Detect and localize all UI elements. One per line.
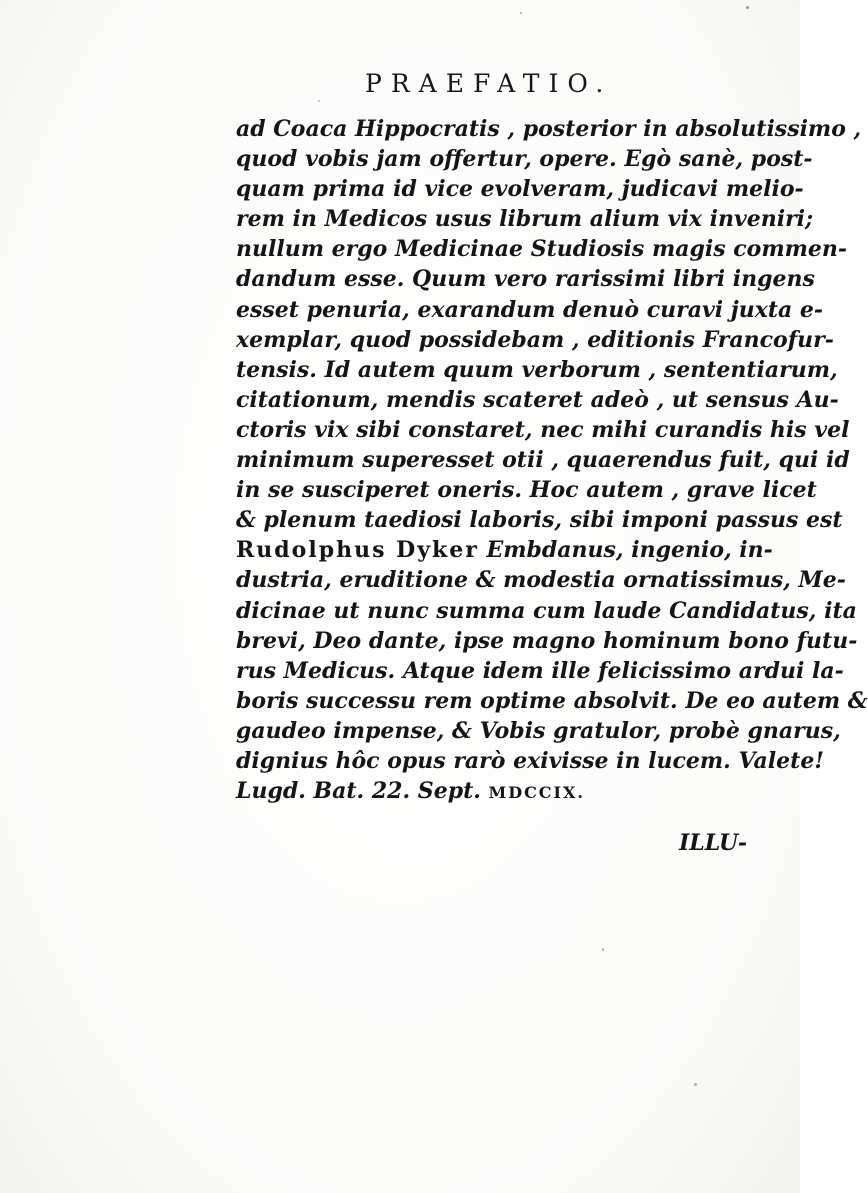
text-line: boris successu rem optime absolvit. De eo autem & — [236, 687, 868, 714]
text-line: xemplar, quod possidebam , editionis Francofur- — [236, 326, 834, 353]
text-line: nullum ergo Medicinae Studiosis magis commen- — [236, 236, 848, 263]
text-line: dustria, eruditione & modestia ornatissimus, Me- — [236, 567, 846, 594]
text-line: dandum esse. Quum vero rarissimi libri ingens — [236, 266, 815, 293]
text-line: in se susciperet oneris. Hoc autem , grave licet — [236, 477, 817, 504]
running-head: PRAEFATIO. — [365, 69, 613, 98]
text-line: ad Coaca Hippocratis , posterior in absolutissimo , — [236, 116, 862, 142]
text-line: esset penuria, exarandum denuò curavi juxta e- — [236, 296, 824, 323]
text-line: brevi, Deo dante, ipse magno hominum bono futu- — [236, 627, 858, 654]
text-line: ctoris vix sibi constaret, nec mihi curandis his vel — [236, 416, 850, 443]
paper-speck — [602, 948, 604, 951]
text-line-rest: Embdanus, ingenio, in- — [478, 537, 773, 564]
text-line: minimum superesset otii , quaerendus fuit, qui id — [236, 447, 850, 474]
place-date: Lugd. Bat. 22. Sept. — [236, 778, 481, 805]
text-line: & plenum taediosi laboris, sibi imponi passus est — [236, 507, 843, 534]
text-line: citationum, mendis scateret adeò , ut sensus Au- — [236, 386, 839, 413]
text-line: rem in Medicos usus librum alium vix inveniri; — [236, 206, 814, 233]
year-roman: MDCCIX. — [480, 783, 585, 803]
text-line: quod vobis jam offertur, opere. Egò sanè, post- — [236, 146, 813, 173]
text-line-with-name — [236, 535, 773, 565]
paper-speck — [694, 1083, 697, 1086]
paper-speck — [746, 6, 749, 9]
catchword: ILLU- — [679, 830, 747, 856]
text-line: dignius hôc opus rarò exivisse in lucem. Valete! — [236, 747, 824, 774]
text-line: tensis. Id autem quum verborum , sententiarum, — [236, 356, 838, 383]
author-name: Rudolphus Dyker — [236, 537, 479, 564]
text-line: dicinae ut nunc summa cum laude Candidatus, ita — [236, 597, 857, 624]
text-line: rus Medicus. Atque idem ille felicissimo ardui la- — [236, 657, 844, 684]
paper-speck — [318, 100, 320, 102]
paper-speck — [520, 12, 522, 14]
date-line — [236, 776, 760, 806]
text-line: quam prima id vice evolveram, judicavi melio- — [236, 176, 804, 203]
preface-body — [236, 114, 868, 806]
text-line: gaudeo impense, & Vobis gratulor, probè gnarus, — [236, 717, 841, 744]
